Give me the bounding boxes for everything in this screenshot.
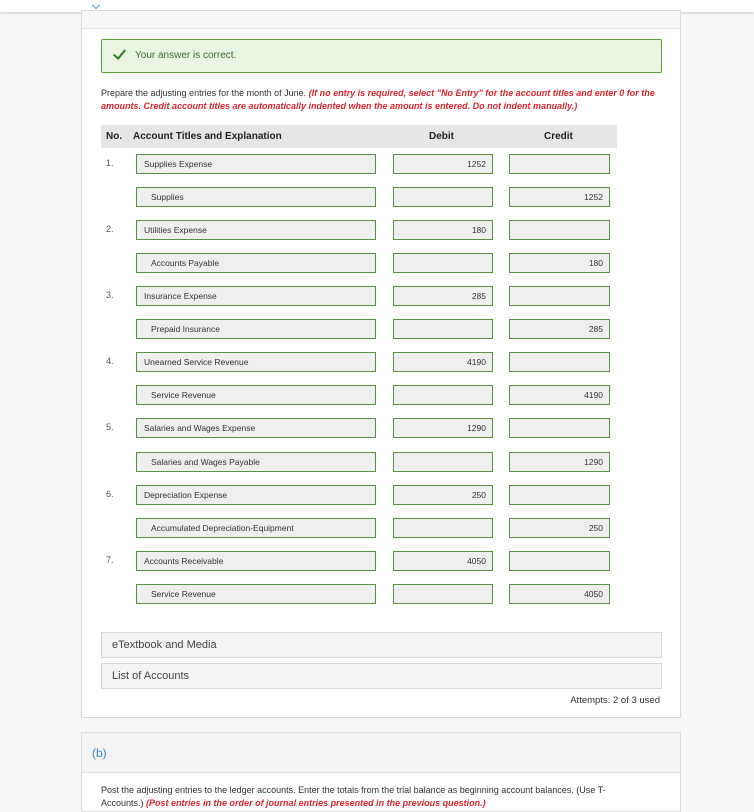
debit-input[interactable] <box>393 319 493 339</box>
instructions-text: Prepare the adjusting entries for the month of June. <box>101 88 307 98</box>
account-title-input[interactable]: Service Revenue <box>136 584 376 604</box>
table-row <box>101 485 621 507</box>
etextbook-link[interactable]: eTextbook and Media <box>101 632 662 658</box>
table-row <box>101 418 621 440</box>
account-title-input[interactable]: Depreciation Expense <box>136 485 376 505</box>
account-title-input[interactable]: Utilities Expense <box>136 220 376 240</box>
entry-number: 4. <box>106 356 114 366</box>
credit-input[interactable] <box>509 286 610 306</box>
table-row <box>101 220 621 242</box>
account-title-input[interactable]: Accumulated Depreciation-Equipment <box>136 518 376 538</box>
account-title-input[interactable]: Accounts Receivable <box>136 551 376 571</box>
credit-input[interactable]: 1252 <box>509 187 610 207</box>
entry-number: 3. <box>106 290 114 300</box>
entry-number: 7. <box>106 555 114 565</box>
credit-input[interactable]: 180 <box>509 253 610 273</box>
credit-input[interactable] <box>509 220 610 240</box>
table-row <box>101 551 621 573</box>
account-title-input[interactable]: Prepaid Insurance <box>136 319 376 339</box>
credit-input[interactable]: 250 <box>509 518 610 538</box>
checkmark-icon <box>114 48 124 58</box>
credit-input[interactable] <box>509 418 610 438</box>
success-banner <box>101 39 662 73</box>
account-title-input[interactable]: Supplies Expense <box>136 154 376 174</box>
credit-input[interactable]: 4190 <box>509 385 610 405</box>
credit-input[interactable] <box>509 551 610 571</box>
entry-number: 5. <box>106 422 114 432</box>
success-message: Your answer is correct. <box>135 50 237 61</box>
entry-number: 2. <box>106 224 114 234</box>
account-title-input[interactable]: Accounts Payable <box>136 253 376 273</box>
part-a-header <box>82 11 680 29</box>
header-credit: Credit <box>544 131 573 142</box>
credit-input[interactable]: 285 <box>509 319 610 339</box>
account-title-input[interactable]: Service Revenue <box>136 385 376 405</box>
header-debit: Debit <box>429 131 454 142</box>
account-title-input[interactable]: Salaries and Wages Payable <box>136 452 376 472</box>
table-row <box>101 187 621 209</box>
table-row <box>101 319 621 341</box>
table-header <box>101 125 617 148</box>
entry-number: 1. <box>106 158 114 168</box>
credit-input[interactable]: 4050 <box>509 584 610 604</box>
debit-input[interactable]: 180 <box>393 220 493 240</box>
part-b-label: (b) <box>92 746 107 760</box>
debit-input[interactable] <box>393 385 493 405</box>
table-row <box>101 253 621 275</box>
table-row <box>101 518 621 540</box>
debit-input[interactable]: 4050 <box>393 551 493 571</box>
list-of-accounts-link[interactable]: List of Accounts <box>101 663 662 689</box>
part-b-instructions: Post the adjusting entries to the ledger accounts. Enter the totals from the trial balance as beginning account balances. (Use T- <box>101 785 606 795</box>
credit-input[interactable]: 1290 <box>509 452 610 472</box>
debit-input[interactable]: 1252 <box>393 154 493 174</box>
part-a-panel <box>81 10 681 718</box>
credit-input[interactable] <box>509 154 610 174</box>
debit-input[interactable]: 250 <box>393 485 493 505</box>
header-account: Account Titles and Explanation <box>133 131 282 142</box>
debit-input[interactable] <box>393 518 493 538</box>
table-row <box>101 584 621 606</box>
credit-input[interactable] <box>509 352 610 372</box>
debit-input[interactable]: 4190 <box>393 352 493 372</box>
table-row <box>101 352 621 374</box>
account-title-input[interactable]: Unearned Service Revenue <box>136 352 376 372</box>
table-row <box>101 154 621 176</box>
debit-input[interactable] <box>393 584 493 604</box>
credit-input[interactable] <box>509 485 610 505</box>
debit-input[interactable] <box>393 253 493 273</box>
instructions <box>101 87 661 113</box>
collapse-chevron-icon[interactable] <box>92 1 100 9</box>
debit-input[interactable] <box>393 187 493 207</box>
account-title-input[interactable]: Supplies <box>136 187 376 207</box>
part-b-instructions-continued <box>101 797 661 810</box>
table-row <box>101 385 621 407</box>
table-row <box>101 286 621 308</box>
part-b-instructions-note: (Post entries in the order of journal entries presented in the previous question.) <box>146 798 486 808</box>
instructions-note: (If no entry is required, select "No Entry" for the account titles and enter 0 for the amounts. Credit account titles are automatically indented when the amount is entered. Do not indent manually.) <box>101 88 655 111</box>
table-row <box>101 452 621 474</box>
entry-number: 6. <box>106 489 114 499</box>
account-title-input[interactable]: Insurance Expense <box>136 286 376 306</box>
debit-input[interactable]: 1290 <box>393 418 493 438</box>
header-no: No. <box>106 131 123 142</box>
part-b-instructions-tail: Accounts.) <box>101 798 144 808</box>
debit-input[interactable] <box>393 452 493 472</box>
attempts-counter: Attempts: 2 of 3 used <box>570 695 660 706</box>
part-b-panel <box>81 732 681 812</box>
account-title-input[interactable]: Salaries and Wages Expense <box>136 418 376 438</box>
debit-input[interactable]: 285 <box>393 286 493 306</box>
part-b-header[interactable] <box>82 733 680 773</box>
